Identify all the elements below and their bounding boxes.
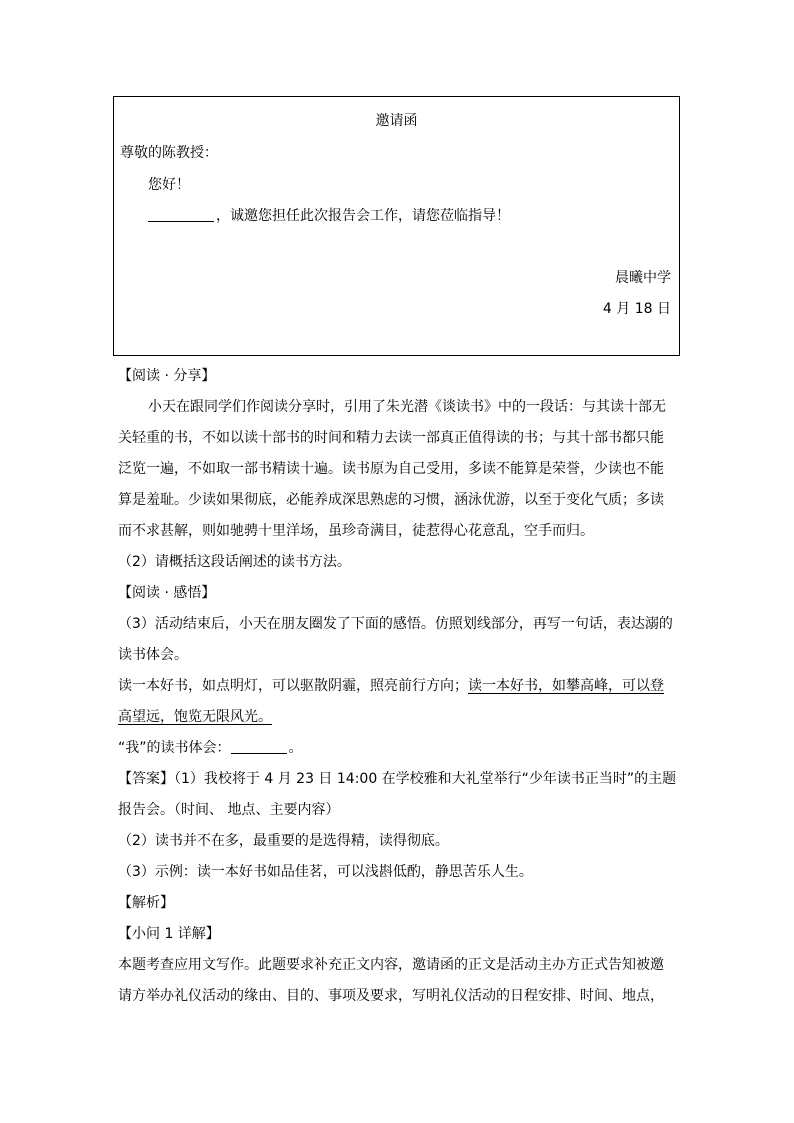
example-plain-part: 读一本好书，如点明灯，可以驱散阴霾，照亮前行方向； (118, 678, 468, 694)
fill-in-blank (231, 739, 287, 754)
letter-body-text: ，诚邀您担任此次报告会工作，请您莅临指导！ (216, 208, 510, 224)
example-underlined-part: 高望远，饱览无限风光。 (118, 709, 272, 725)
share-paragraph-line: 算是羞耻。少读如果彻底，必能养成深思熟虑的习惯，涵泳优游，以至于变化气质；多读 (118, 492, 664, 508)
my-feeling-prefix: “我”的读书体会： (118, 740, 231, 756)
letter-body (148, 205, 510, 225)
example-underlined-part: 读一本好书，如攀高峰，可以登 (468, 678, 664, 694)
question-3-line: （3）活动结束后，小天在朋友圈发了下面的感悟。仿照划线部分，再写一句话，表达溺的 (118, 616, 673, 632)
analysis-line: 本题考查应用文写作。此题要求补充正文内容，邀请函的正文是活动主办方正式告知被邀 (118, 957, 664, 973)
letter-greeting: 您好！ (148, 177, 190, 193)
answer-1-line: 【答案】（1）我校将于 4 月 23 日 14:00 在学校雅和大礼堂举行“少年读书正当时”的主题 (118, 771, 677, 787)
letter-title: 邀请函 (375, 113, 418, 129)
letter-salutation: 尊敬的陈教授： (120, 145, 218, 161)
analysis-label: 【解析】 (118, 895, 174, 911)
question-2: （2）请概括这段话阐述的读书方法。 (118, 554, 351, 570)
share-paragraph-line: 小天在跟同学们作阅读分享时，引用了朱光潜《谈读书》中的一段话：与其读十部无 (148, 399, 666, 415)
invitation-letter-box (113, 96, 680, 356)
share-paragraph-line: 关轻重的书，不如以读十部书的时间和精力去读一部真正值得读的书；与其十部书都只能 (118, 430, 664, 446)
subquestion-1-label: 【小问 1 详解】 (118, 926, 220, 942)
letter-date: 4 月 18 日 (602, 301, 671, 317)
fill-in-blank (148, 207, 214, 222)
letter-sender: 晨曦中学 (615, 270, 671, 286)
share-paragraph-line: 而不求甚解，则如驰骋十里洋场，虽珍奇满目，徒惹得心花意乱，空手而归。 (118, 523, 594, 539)
section-heading-share: 【阅读 · 分享】 (118, 368, 216, 384)
answer-1-line: 报告会。（时间、 地点、主要内容） (118, 802, 340, 818)
analysis-line: 请方举办礼仪活动的缘由、目的、事项及要求，写明礼仪活动的日程安排、时间、地点， (118, 988, 664, 1004)
answer-3: （3）示例：读一本好书如品佳茗，可以浅斟低酌，静思苦乐人生。 (118, 864, 533, 880)
share-paragraph-line: 泛览一遍，不如取一部书精读十遍。读书原为自己受用，多读不能算是荣誉，少读也不能 (118, 461, 664, 477)
my-feeling-line (118, 738, 303, 758)
example-sentence-continued (118, 707, 272, 727)
section-heading-feel: 【阅读 · 感悟】 (118, 585, 216, 601)
answer-2: （2）读书并不在多，最重要的是选得精，读得彻底。 (118, 833, 449, 849)
example-sentence (118, 676, 664, 696)
question-3-line: 读书体会。 (118, 647, 188, 663)
my-feeling-suffix: 。 (288, 740, 303, 756)
